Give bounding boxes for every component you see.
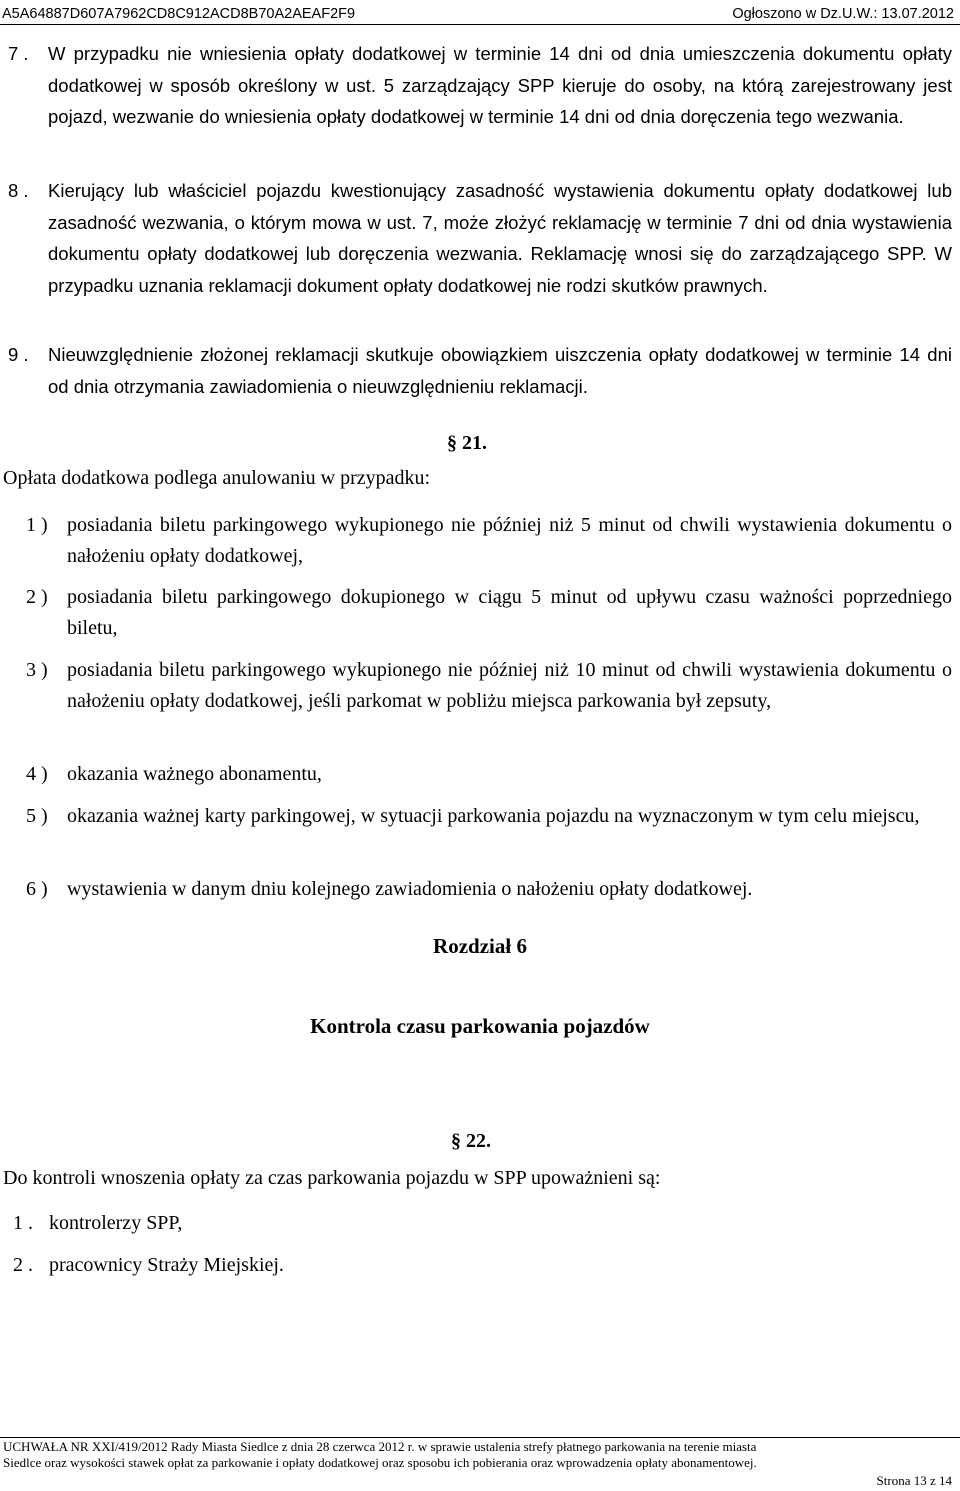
list-item-number: 3 )	[26, 659, 48, 681]
announcement-date: Ogłoszono w Dz.U.W.: 13.07.2012	[732, 6, 954, 22]
list-item-number: 5 )	[26, 805, 48, 827]
list-item-text: pracownicy Straży Miejskiej.	[49, 1254, 284, 1276]
footer-line-2: Siedlce oraz wysokości stawek opłat za parkowanie i opłaty dodatkowej oraz sposobu ich pobierania oraz wprowadzenia opłaty abonamentowej.	[3, 1455, 757, 1470]
list-item	[0, 759, 952, 790]
section-21-heading: § 21.	[447, 432, 487, 454]
paragraph-8	[0, 175, 952, 301]
list-item-text: posiadania biletu parkingowego wykupionego nie później niż 10 minut od chwili wystawienia dokumentu o nałożeniu opłaty dodatkowej, jeśli parkomat w pobliżu miejsca parkowania był zepsuty,	[67, 659, 952, 712]
page-header	[2, 4, 954, 24]
list-item-text: posiadania biletu parkingowego dokupionego w ciągu 5 minut od upływu czasu ważności poprzedniego biletu,	[67, 586, 952, 639]
list-item	[0, 801, 952, 832]
list-item-number: 1 .	[13, 1212, 33, 1234]
list-item-text: okazania ważnej karty parkingowej, w sytuacji parkowania pojazdu na wyznaczonym w tym celu miejscu,	[67, 805, 920, 827]
list-item	[0, 1250, 952, 1281]
list-item-number: 6 )	[26, 878, 48, 900]
list-item	[0, 1208, 952, 1239]
page-number: Strona 13 z 14	[876, 1473, 952, 1488]
list-item-text: posiadania biletu parkingowego wykupionego nie później niż 5 minut od chwili wystawienia dokumentu o nałożeniu opłaty dodatkowej,	[67, 514, 952, 567]
chapter-title: Kontrola czasu parkowania pojazdów	[310, 1014, 650, 1038]
list-item	[0, 874, 952, 905]
list-item-text: wystawienia w danym dniu kolejnego zawiadomienia o nałożeniu opłaty dodatkowej.	[67, 878, 753, 900]
list-item-number: 2 )	[26, 586, 48, 608]
section-22-heading: § 22.	[451, 1130, 491, 1152]
paragraph-text: W przypadku nie wniesienia opłaty dodatkowej w terminie 14 dni od dnia umieszczenia dokumentu opłaty dodatkowej w sposób określony w ust. 5 zarządzający SPP kieruje do osoby, na którą zarejestrowany jest pojazd, wezwanie do wniesienia opłaty dodatkowej w terminie 14 dni od dnia doręczenia tego wezwania.	[48, 43, 952, 127]
header-divider	[0, 24, 960, 25]
document-id: A5A64887D607A7962CD8C912ACD8B70A2AEAF2F9	[2, 6, 356, 22]
list-item-number: 2 .	[13, 1254, 33, 1276]
page-footer	[3, 1439, 952, 1489]
footer-divider	[0, 1437, 960, 1438]
list-item-number: 1 )	[26, 514, 48, 536]
paragraph-number: 9 .	[8, 344, 29, 365]
paragraph-number: 8 .	[8, 180, 29, 201]
list-item	[0, 510, 952, 572]
chapter-label: Rozdział 6	[433, 934, 527, 958]
list-item-text: okazania ważnego abonamentu,	[67, 763, 322, 785]
paragraph-number: 7 .	[8, 43, 29, 64]
list-item	[0, 655, 952, 717]
list-item-number: 4 )	[26, 763, 48, 785]
list-item-text: kontrolerzy SPP,	[49, 1212, 183, 1234]
paragraph-7	[0, 38, 952, 133]
footer-line-1: UCHWAŁA NR XXI/419/2012 Rady Miasta Siedlce z dnia 28 czerwca 2012 r. w sprawie ustalenia strefy płatnego parkowania na terenie miasta	[3, 1439, 757, 1454]
paragraph-text: Nieuwzględnienie złożonej reklamacji skutkuje obowiązkiem uiszczenia opłaty dodatkowej w terminie 14 dni od dnia otrzymania zawiadomienia o nieuwzględnieniu reklamacji.	[48, 344, 952, 397]
paragraph-text: Kierujący lub właściciel pojazdu kwestionujący zasadność wystawienia dokumentu opłaty dodatkowej lub zasadność wezwania, o którym mowa w ust. 7, może złożyć reklamację w terminie 7 dni od dnia wystawienia dokumentu opłaty dodatkowej lub doręczenia wezwania. Reklamację wnosi się do zarządzającego SPP. W przypadku uznania reklamacji dokument opłaty dodatkowej nie rodzi skutków prawnych.	[48, 180, 952, 296]
section-21-intro: Opłata dodatkowa podlega anulowaniu w przypadku:	[3, 467, 431, 489]
section-22-intro: Do kontroli wnoszenia opłaty za czas parkowania pojazdu w SPP upoważnieni są:	[3, 1167, 661, 1189]
paragraph-9	[0, 339, 952, 402]
list-item	[0, 582, 952, 644]
